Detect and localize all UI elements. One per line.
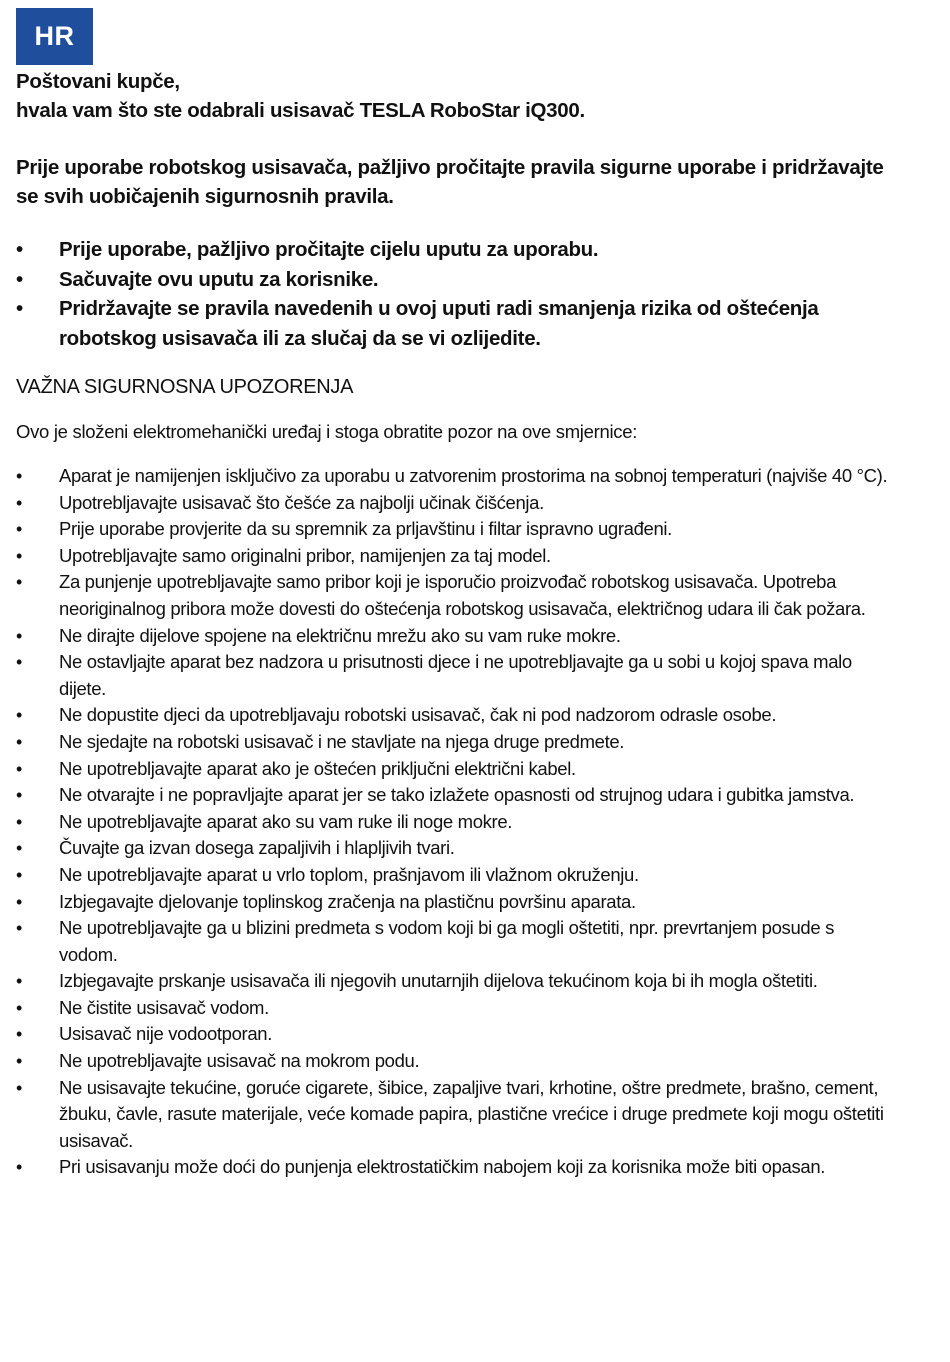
bullet-icon: • [16, 519, 22, 540]
list-item-text: Ne upotrebljavajte ga u blizini predmeta s vodom koji bi ga mogli oštetiti, npr. prevrtanjem posude s vodom. [59, 917, 834, 965]
important-instructions-list [16, 235, 896, 353]
list-item-text: Sačuvajte ovu uputu za korisnike. [59, 267, 379, 291]
bullet-icon: • [16, 652, 22, 673]
list-item [16, 516, 896, 543]
list-item [16, 995, 896, 1022]
list-item-text: Upotrebljavajte usisavač što češće za najbolji učinak čišćenja. [59, 491, 544, 513]
list-item [16, 756, 896, 783]
bullet-icon: • [16, 1077, 22, 1098]
list-item-text: Prije uporabe, pažljivo pročitajte cijelu uputu za uporabu. [59, 238, 599, 261]
bullet-icon: • [16, 492, 22, 513]
list-item-text: Usisavač nije vodootporan. [59, 1023, 273, 1045]
bullet-icon: • [16, 572, 22, 593]
section-intro: Ovo je složeni elektromehanički uređaj i stoga obratite pozor na ove smjernice: [16, 421, 638, 442]
list-item-text: Ne usisavajte tekućine, goruće cigarete, šibice, zapaljive tvari, krhotine, oštre predmete, brašno, cement, žbuku, čavle, rasute materijale, veće komade papira, plastične vrećice i druge predmete koji mogu oštetiti usisavač. [59, 1076, 884, 1151]
bullet-icon: • [16, 1051, 22, 1072]
list-item [16, 294, 896, 353]
list-item [16, 543, 896, 570]
list-item [16, 782, 896, 809]
bullet-icon: • [16, 705, 22, 726]
list-item [16, 915, 896, 968]
bullet-icon: • [16, 1024, 22, 1045]
bullet-icon: • [16, 731, 22, 752]
bullet-icon: • [16, 466, 22, 486]
section-heading: VAŽNA SIGURNOSNA UPOZORENJA [16, 376, 354, 398]
list-item-text: Aparat je namijenjen isključivo za uporabu u zatvorenim prostorima na sobnoj temperaturi (najviše 40 °C). [59, 465, 888, 486]
list-item [16, 235, 896, 265]
list-item-text: Prije uporabe provjerite da su spremnik za prljavštinu i filtar ispravno ugrađeni. [59, 518, 672, 540]
list-item-text: Ne dirajte dijelove spojene na električnu mrežu ako su vam ruke mokre. [59, 624, 621, 646]
list-item [16, 623, 896, 650]
list-item-text: Ne sjedajte na robotski usisavač i ne stavljate na njega druge predmete. [59, 730, 625, 752]
list-item [16, 265, 896, 295]
bullet-icon: • [16, 971, 22, 992]
list-item [16, 1048, 896, 1075]
list-item-text: Izbjegavajte djelovanje toplinskog zračenja na plastičnu površinu aparata. [59, 890, 636, 912]
bullet-icon: • [16, 864, 22, 885]
list-item-text: Ne ostavljajte aparat bez nadzora u prisutnosti djece i ne upotrebljavajte ga u sobi u kojoj spava malo dijete. [59, 651, 852, 699]
list-item-text: Ne upotrebljavajte aparat ako je oštećen priključni električni kabel. [59, 757, 576, 779]
list-item [16, 835, 896, 862]
bullet-icon: • [16, 918, 22, 939]
language-badge: HR [16, 8, 93, 65]
bullet-icon: • [16, 891, 22, 912]
manual-page [16, 8, 896, 1181]
bullet-icon: • [16, 811, 22, 832]
greeting [16, 67, 896, 125]
list-item-text: Ne otvarajte i ne popravljajte aparat jer se tako izlažete opasnosti od strujnog udara i gubitka jamstva. [59, 784, 855, 806]
list-item [16, 649, 896, 702]
list-item [16, 569, 896, 622]
list-item-text: Upotrebljavajte samo originalni pribor, namijenjen za taj model. [59, 544, 551, 566]
bullet-icon: • [16, 297, 23, 320]
list-item [16, 1075, 896, 1155]
list-item [16, 889, 896, 916]
intro-paragraph: Prije uporabe robotskog usisavača, pažljivo pročitajte pravila sigurne uporabe i pridržavajte se svih uobičajenih sigurnosnih pravila. [16, 156, 884, 208]
list-item [16, 1154, 896, 1181]
safety-warnings-list [16, 463, 896, 1181]
list-item [16, 463, 896, 490]
bullet-icon: • [16, 1157, 22, 1178]
list-item [16, 1021, 896, 1048]
list-item-text: Ne čistite usisavač vodom. [59, 996, 269, 1018]
bullet-icon: • [16, 838, 22, 859]
list-item-text: Ne upotrebljavajte aparat u vrlo toplom, prašnjavom ili vlažnom okruženju. [59, 863, 639, 885]
list-item-text: Za punjenje upotrebljavajte samo pribor koji je isporučio proizvođač robotskog usisavača. Upotreba neoriginalnog pribora može dovesti do oštećenja robotskog usisavača, električnog udara ili čak požara. [59, 571, 866, 619]
list-item-text: Pridržavajte se pravila navedenih u ovoj uputi radi smanjenja rizika od oštećenja robotskog usisavača ili za slučaj da se vi ozlijedite. [59, 297, 819, 350]
bullet-icon: • [16, 758, 22, 779]
list-item [16, 729, 896, 756]
list-item-text: Izbjegavajte prskanje usisavača ili njegovih unutarnjih dijelova tekućinom koja bi ih mogla oštetiti. [59, 970, 818, 992]
bullet-icon: • [16, 997, 22, 1018]
list-item [16, 862, 896, 889]
list-item-text: Čuvajte ga izvan dosega zapaljivih i hlapljivih tvari. [59, 837, 455, 859]
bullet-icon: • [16, 267, 23, 291]
list-item-text: Ne upotrebljavajte usisavač na mokrom podu. [59, 1050, 420, 1072]
list-item-text: Ne dopustite djeci da upotrebljavaju robotski usisavač, čak ni pod nadzorom odrasle osobe. [59, 704, 777, 726]
bullet-icon: • [16, 238, 23, 261]
bullet-icon: • [16, 545, 22, 566]
list-item-text: Ne upotrebljavajte aparat ako su vam ruke ili noge mokre. [59, 810, 513, 832]
list-item [16, 809, 896, 836]
bullet-icon: • [16, 625, 22, 646]
list-item-text: Pri usisavanju može doći do punjenja elektrostatičkim nabojem koji za korisnika može biti opasan. [59, 1156, 826, 1178]
list-item [16, 702, 896, 729]
greeting-thanks: hvala vam što ste odabrali usisavač TESLA RoboStar iQ300. [16, 99, 585, 122]
list-item [16, 968, 896, 995]
bullet-icon: • [16, 785, 22, 806]
list-item [16, 490, 896, 517]
greeting-salutation: Poštovani kupče, [16, 70, 180, 93]
